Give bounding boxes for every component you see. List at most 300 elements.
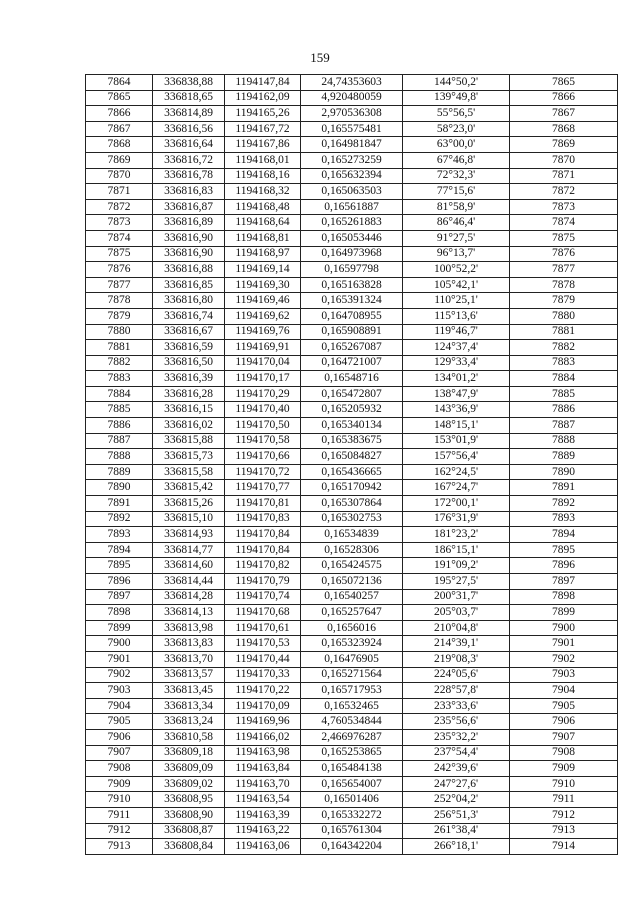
next-point-cell: 7892	[510, 496, 618, 512]
x-coordinate-cell: 336814,13	[153, 605, 225, 621]
distance-cell: 0,165383675	[301, 433, 403, 449]
bearing-cell: 181°23,2'	[403, 527, 510, 543]
distance-cell: 0,165332272	[301, 807, 403, 823]
y-coordinate-cell: 1194170,22	[225, 683, 301, 699]
x-coordinate-cell: 336813,83	[153, 636, 225, 652]
table-row	[86, 246, 618, 262]
bearing-cell: 77°15,6'	[403, 184, 510, 200]
x-coordinate-cell: 336816,80	[153, 293, 225, 309]
next-point-cell: 7908	[510, 745, 618, 761]
table-row	[86, 807, 618, 823]
point-id-cell: 7908	[86, 761, 153, 777]
point-id-cell: 7893	[86, 527, 153, 543]
point-id-cell: 7913	[86, 839, 153, 855]
bearing-cell: 124°37,4'	[403, 340, 510, 356]
y-coordinate-cell: 1194170,58	[225, 433, 301, 449]
table-row	[86, 729, 618, 745]
next-point-cell: 7880	[510, 308, 618, 324]
bearing-cell: 167°24,7'	[403, 480, 510, 496]
point-id-cell: 7898	[86, 605, 153, 621]
next-point-cell: 7881	[510, 324, 618, 340]
y-coordinate-cell: 1194163,70	[225, 776, 301, 792]
y-coordinate-cell: 1194168,97	[225, 246, 301, 262]
x-coordinate-cell: 336816,50	[153, 355, 225, 371]
point-id-cell: 7903	[86, 683, 153, 699]
table-row	[86, 605, 618, 621]
table-row	[86, 106, 618, 122]
y-coordinate-cell: 1194168,64	[225, 215, 301, 231]
x-coordinate-cell: 336810,58	[153, 729, 225, 745]
distance-cell: 4,760534844	[301, 714, 403, 730]
distance-cell: 0,165484138	[301, 761, 403, 777]
point-id-cell: 7877	[86, 277, 153, 293]
distance-cell: 0,165302753	[301, 511, 403, 527]
distance-cell: 0,165472807	[301, 386, 403, 402]
distance-cell: 0,16476905	[301, 651, 403, 667]
y-coordinate-cell: 1194170,79	[225, 574, 301, 590]
point-id-cell: 7911	[86, 807, 153, 823]
next-point-cell: 7878	[510, 277, 618, 293]
table-row	[86, 277, 618, 293]
bearing-cell: 233°33,6'	[403, 698, 510, 714]
point-id-cell: 7870	[86, 168, 153, 184]
point-id-cell: 7904	[86, 698, 153, 714]
next-point-cell: 7870	[510, 152, 618, 168]
bearing-cell: 162°24,5'	[403, 464, 510, 480]
point-id-cell: 7901	[86, 651, 153, 667]
bearing-cell: 153°01,9'	[403, 433, 510, 449]
next-point-cell: 7893	[510, 511, 618, 527]
table-row	[86, 449, 618, 465]
bearing-cell: 58°23,0'	[403, 121, 510, 137]
y-coordinate-cell: 1194170,74	[225, 589, 301, 605]
distance-cell: 0,165271564	[301, 667, 403, 683]
y-coordinate-cell: 1194170,50	[225, 418, 301, 434]
bearing-cell: 148°15,1'	[403, 418, 510, 434]
next-point-cell: 7890	[510, 464, 618, 480]
distance-cell: 0,165205932	[301, 402, 403, 418]
x-coordinate-cell: 336816,59	[153, 340, 225, 356]
x-coordinate-cell: 336813,98	[153, 620, 225, 636]
point-id-cell: 7881	[86, 340, 153, 356]
bearing-cell: 138°47,9'	[403, 386, 510, 402]
distance-cell: 0,165424575	[301, 558, 403, 574]
x-coordinate-cell: 336816,02	[153, 418, 225, 434]
bearing-cell: 224°05,6'	[403, 667, 510, 683]
y-coordinate-cell: 1194166,02	[225, 729, 301, 745]
distance-cell: 0,165072136	[301, 574, 403, 590]
bearing-cell: 235°56,6'	[403, 714, 510, 730]
next-point-cell: 7873	[510, 199, 618, 215]
next-point-cell: 7895	[510, 542, 618, 558]
table-row	[86, 215, 618, 231]
next-point-cell: 7872	[510, 184, 618, 200]
next-point-cell: 7884	[510, 371, 618, 387]
point-id-cell: 7905	[86, 714, 153, 730]
bearing-cell: 242°39,6'	[403, 761, 510, 777]
bearing-cell: 247°27,6'	[403, 776, 510, 792]
next-point-cell: 7868	[510, 121, 618, 137]
point-id-cell: 7873	[86, 215, 153, 231]
point-id-cell: 7878	[86, 293, 153, 309]
distance-cell: 0,164342204	[301, 839, 403, 855]
y-coordinate-cell: 1194170,84	[225, 542, 301, 558]
y-coordinate-cell: 1194169,14	[225, 262, 301, 278]
distance-cell: 0,165267087	[301, 340, 403, 356]
bearing-cell: 96°13,7'	[403, 246, 510, 262]
point-id-cell: 7897	[86, 589, 153, 605]
table-row	[86, 511, 618, 527]
x-coordinate-cell: 336814,93	[153, 527, 225, 543]
point-id-cell: 7880	[86, 324, 153, 340]
point-id-cell: 7912	[86, 823, 153, 839]
table-row	[86, 199, 618, 215]
table-row	[86, 184, 618, 200]
y-coordinate-cell: 1194167,86	[225, 137, 301, 153]
bearing-cell: 191°09,2'	[403, 558, 510, 574]
distance-cell: 0,165717953	[301, 683, 403, 699]
x-coordinate-cell: 336814,44	[153, 574, 225, 590]
table-row	[86, 230, 618, 246]
point-id-cell: 7868	[86, 137, 153, 153]
x-coordinate-cell: 336816,90	[153, 246, 225, 262]
distance-cell: 0,164973968	[301, 246, 403, 262]
next-point-cell: 7894	[510, 527, 618, 543]
next-point-cell: 7910	[510, 776, 618, 792]
bearing-cell: 237°54,4'	[403, 745, 510, 761]
next-point-cell: 7885	[510, 386, 618, 402]
y-coordinate-cell: 1194170,84	[225, 527, 301, 543]
next-point-cell: 7913	[510, 823, 618, 839]
next-point-cell: 7875	[510, 230, 618, 246]
next-point-cell: 7897	[510, 574, 618, 590]
bearing-cell: 157°56,4'	[403, 449, 510, 465]
y-coordinate-cell: 1194168,01	[225, 152, 301, 168]
next-point-cell: 7903	[510, 667, 618, 683]
next-point-cell: 7874	[510, 215, 618, 231]
y-coordinate-cell: 1194163,06	[225, 839, 301, 855]
x-coordinate-cell: 336838,88	[153, 75, 225, 91]
x-coordinate-cell: 336814,77	[153, 542, 225, 558]
distance-cell: 0,165391324	[301, 293, 403, 309]
y-coordinate-cell: 1194170,04	[225, 355, 301, 371]
x-coordinate-cell: 336816,72	[153, 152, 225, 168]
x-coordinate-cell: 336816,28	[153, 386, 225, 402]
table-row	[86, 839, 618, 855]
y-coordinate-cell: 1194169,46	[225, 293, 301, 309]
next-point-cell: 7902	[510, 651, 618, 667]
x-coordinate-cell: 336808,95	[153, 792, 225, 808]
distance-cell: 0,164721007	[301, 355, 403, 371]
distance-cell: 0,165575481	[301, 121, 403, 137]
next-point-cell: 7866	[510, 90, 618, 106]
distance-cell: 0,16540257	[301, 589, 403, 605]
bearing-cell: 63°00,0'	[403, 137, 510, 153]
point-id-cell: 7895	[86, 558, 153, 574]
y-coordinate-cell: 1194163,54	[225, 792, 301, 808]
x-coordinate-cell: 336814,28	[153, 589, 225, 605]
next-point-cell: 7901	[510, 636, 618, 652]
distance-cell: 4,920480059	[301, 90, 403, 106]
distance-cell: 0,165436665	[301, 464, 403, 480]
next-point-cell: 7909	[510, 761, 618, 777]
bearing-cell: 219°08,3'	[403, 651, 510, 667]
bearing-cell: 110°25,1'	[403, 293, 510, 309]
table-row	[86, 121, 618, 137]
page-number: 159	[310, 50, 330, 65]
next-point-cell: 7912	[510, 807, 618, 823]
distance-cell: 0,165761304	[301, 823, 403, 839]
table-row	[86, 324, 618, 340]
table-row	[86, 714, 618, 730]
x-coordinate-cell: 336816,78	[153, 168, 225, 184]
x-coordinate-cell: 336813,57	[153, 667, 225, 683]
distance-cell: 0,164981847	[301, 137, 403, 153]
distance-cell: 0,165654007	[301, 776, 403, 792]
bearing-cell: 134°01,2'	[403, 371, 510, 387]
point-id-cell: 7899	[86, 620, 153, 636]
y-coordinate-cell: 1194170,82	[225, 558, 301, 574]
table-row	[86, 262, 618, 278]
distance-cell: 0,165340134	[301, 418, 403, 434]
bearing-cell: 266°18,1'	[403, 839, 510, 855]
distance-cell: 0,165323924	[301, 636, 403, 652]
bearing-cell: 129°33,4'	[403, 355, 510, 371]
bearing-cell: 205°03,7'	[403, 605, 510, 621]
next-point-cell: 7889	[510, 449, 618, 465]
x-coordinate-cell: 336815,42	[153, 480, 225, 496]
table-row	[86, 636, 618, 652]
table-row	[86, 308, 618, 324]
point-id-cell: 7891	[86, 496, 153, 512]
x-coordinate-cell: 336816,89	[153, 215, 225, 231]
y-coordinate-cell: 1194170,40	[225, 402, 301, 418]
coordinates-table-body	[86, 75, 618, 855]
bearing-cell: 228°57,8'	[403, 683, 510, 699]
bearing-cell: 143°36,9'	[403, 402, 510, 418]
next-point-cell: 7867	[510, 106, 618, 122]
x-coordinate-cell: 336816,39	[153, 371, 225, 387]
distance-cell: 0,16534839	[301, 527, 403, 543]
y-coordinate-cell: 1194169,62	[225, 308, 301, 324]
bearing-cell: 214°39,1'	[403, 636, 510, 652]
next-point-cell: 7907	[510, 729, 618, 745]
next-point-cell: 7906	[510, 714, 618, 730]
bearing-cell: 91°27,5'	[403, 230, 510, 246]
bearing-cell: 100°52,2'	[403, 262, 510, 278]
x-coordinate-cell: 336813,70	[153, 651, 225, 667]
table-row	[86, 651, 618, 667]
bearing-cell: 195°27,5'	[403, 574, 510, 590]
point-id-cell: 7876	[86, 262, 153, 278]
distance-cell: 0,165257647	[301, 605, 403, 621]
bearing-cell: 55°56,5'	[403, 106, 510, 122]
point-id-cell: 7889	[86, 464, 153, 480]
x-coordinate-cell: 336815,26	[153, 496, 225, 512]
distance-cell: 0,165273259	[301, 152, 403, 168]
table-row	[86, 402, 618, 418]
y-coordinate-cell: 1194170,17	[225, 371, 301, 387]
bearing-cell: 176°31,9'	[403, 511, 510, 527]
distance-cell: 0,16597798	[301, 262, 403, 278]
y-coordinate-cell: 1194168,16	[225, 168, 301, 184]
point-id-cell: 7886	[86, 418, 153, 434]
distance-cell: 0,165261883	[301, 215, 403, 231]
table-row	[86, 542, 618, 558]
y-coordinate-cell: 1194170,77	[225, 480, 301, 496]
x-coordinate-cell: 336809,09	[153, 761, 225, 777]
bearing-cell: 81°58,9'	[403, 199, 510, 215]
bearing-cell: 67°46,8'	[403, 152, 510, 168]
point-id-cell: 7869	[86, 152, 153, 168]
bearing-cell: 144°50,2'	[403, 75, 510, 91]
table-row	[86, 464, 618, 480]
table-row	[86, 340, 618, 356]
table-row	[86, 90, 618, 106]
bearing-cell: 210°04,8'	[403, 620, 510, 636]
table-row	[86, 761, 618, 777]
point-id-cell: 7879	[86, 308, 153, 324]
table-row	[86, 620, 618, 636]
bearing-cell: 200°31,7'	[403, 589, 510, 605]
point-id-cell: 7882	[86, 355, 153, 371]
y-coordinate-cell: 1194169,30	[225, 277, 301, 293]
y-coordinate-cell: 1194170,72	[225, 464, 301, 480]
x-coordinate-cell: 336816,83	[153, 184, 225, 200]
next-point-cell: 7891	[510, 480, 618, 496]
x-coordinate-cell: 336808,84	[153, 839, 225, 855]
next-point-cell: 7876	[510, 246, 618, 262]
point-id-cell: 7867	[86, 121, 153, 137]
x-coordinate-cell: 336816,64	[153, 137, 225, 153]
y-coordinate-cell: 1194169,91	[225, 340, 301, 356]
x-coordinate-cell: 336816,74	[153, 308, 225, 324]
y-coordinate-cell: 1194170,81	[225, 496, 301, 512]
bearing-cell: 139°49,8'	[403, 90, 510, 106]
y-coordinate-cell: 1194169,76	[225, 324, 301, 340]
point-id-cell: 7896	[86, 574, 153, 590]
point-id-cell: 7900	[86, 636, 153, 652]
point-id-cell: 7864	[86, 75, 153, 91]
point-id-cell: 7866	[86, 106, 153, 122]
y-coordinate-cell: 1194170,09	[225, 698, 301, 714]
x-coordinate-cell: 336813,45	[153, 683, 225, 699]
table-row	[86, 75, 618, 91]
x-coordinate-cell: 336816,88	[153, 262, 225, 278]
distance-cell: 0,16528306	[301, 542, 403, 558]
next-point-cell: 7900	[510, 620, 618, 636]
x-coordinate-cell: 336815,10	[153, 511, 225, 527]
x-coordinate-cell: 336809,18	[153, 745, 225, 761]
next-point-cell: 7899	[510, 605, 618, 621]
bearing-cell: 252°04,2'	[403, 792, 510, 808]
next-point-cell: 7865	[510, 75, 618, 91]
bearing-cell: 105°42,1'	[403, 277, 510, 293]
next-point-cell: 7887	[510, 418, 618, 434]
point-id-cell: 7874	[86, 230, 153, 246]
table-row	[86, 667, 618, 683]
x-coordinate-cell: 336816,85	[153, 277, 225, 293]
table-row	[86, 137, 618, 153]
point-id-cell: 7890	[86, 480, 153, 496]
table-row	[86, 698, 618, 714]
y-coordinate-cell: 1194163,84	[225, 761, 301, 777]
y-coordinate-cell: 1194162,09	[225, 90, 301, 106]
y-coordinate-cell: 1194170,68	[225, 605, 301, 621]
point-id-cell: 7907	[86, 745, 153, 761]
x-coordinate-cell: 336815,88	[153, 433, 225, 449]
table-row	[86, 293, 618, 309]
table-row	[86, 433, 618, 449]
point-id-cell: 7888	[86, 449, 153, 465]
table-row	[86, 480, 618, 496]
x-coordinate-cell: 336808,87	[153, 823, 225, 839]
bearing-cell: 119°46,7'	[403, 324, 510, 340]
x-coordinate-cell: 336816,56	[153, 121, 225, 137]
y-coordinate-cell: 1194168,81	[225, 230, 301, 246]
table-row	[86, 527, 618, 543]
x-coordinate-cell: 336815,73	[153, 449, 225, 465]
next-point-cell: 7904	[510, 683, 618, 699]
next-point-cell: 7879	[510, 293, 618, 309]
x-coordinate-cell: 336813,24	[153, 714, 225, 730]
distance-cell: 2,466976287	[301, 729, 403, 745]
table-row	[86, 152, 618, 168]
distance-cell: 0,16548716	[301, 371, 403, 387]
distance-cell: 2,970536308	[301, 106, 403, 122]
coordinates-table	[85, 74, 618, 855]
y-coordinate-cell: 1194168,48	[225, 199, 301, 215]
y-coordinate-cell: 1194170,44	[225, 651, 301, 667]
point-id-cell: 7902	[86, 667, 153, 683]
point-id-cell: 7875	[86, 246, 153, 262]
table-row	[86, 745, 618, 761]
next-point-cell: 7905	[510, 698, 618, 714]
distance-cell: 0,16532465	[301, 698, 403, 714]
next-point-cell: 7882	[510, 340, 618, 356]
table-row	[86, 386, 618, 402]
distance-cell: 0,165163828	[301, 277, 403, 293]
bearing-cell: 172°00,1'	[403, 496, 510, 512]
x-coordinate-cell: 336809,02	[153, 776, 225, 792]
next-point-cell: 7888	[510, 433, 618, 449]
distance-cell: 0,164708955	[301, 308, 403, 324]
distance-cell: 0,165632394	[301, 168, 403, 184]
point-id-cell: 7871	[86, 184, 153, 200]
y-coordinate-cell: 1194163,22	[225, 823, 301, 839]
point-id-cell: 7884	[86, 386, 153, 402]
table-row	[86, 418, 618, 434]
y-coordinate-cell: 1194170,83	[225, 511, 301, 527]
bearing-cell: 261°38,4'	[403, 823, 510, 839]
y-coordinate-cell: 1194147,84	[225, 75, 301, 91]
point-id-cell: 7887	[86, 433, 153, 449]
distance-cell: 0,165063503	[301, 184, 403, 200]
next-point-cell: 7869	[510, 137, 618, 153]
distance-cell: 0,165253865	[301, 745, 403, 761]
distance-cell: 0,165170942	[301, 480, 403, 496]
table-row	[86, 683, 618, 699]
y-coordinate-cell: 1194170,61	[225, 620, 301, 636]
next-point-cell: 7911	[510, 792, 618, 808]
x-coordinate-cell: 336813,34	[153, 698, 225, 714]
point-id-cell: 7892	[86, 511, 153, 527]
table-row	[86, 574, 618, 590]
bearing-cell: 115°13,6'	[403, 308, 510, 324]
point-id-cell: 7885	[86, 402, 153, 418]
table-row	[86, 589, 618, 605]
table-row	[86, 792, 618, 808]
